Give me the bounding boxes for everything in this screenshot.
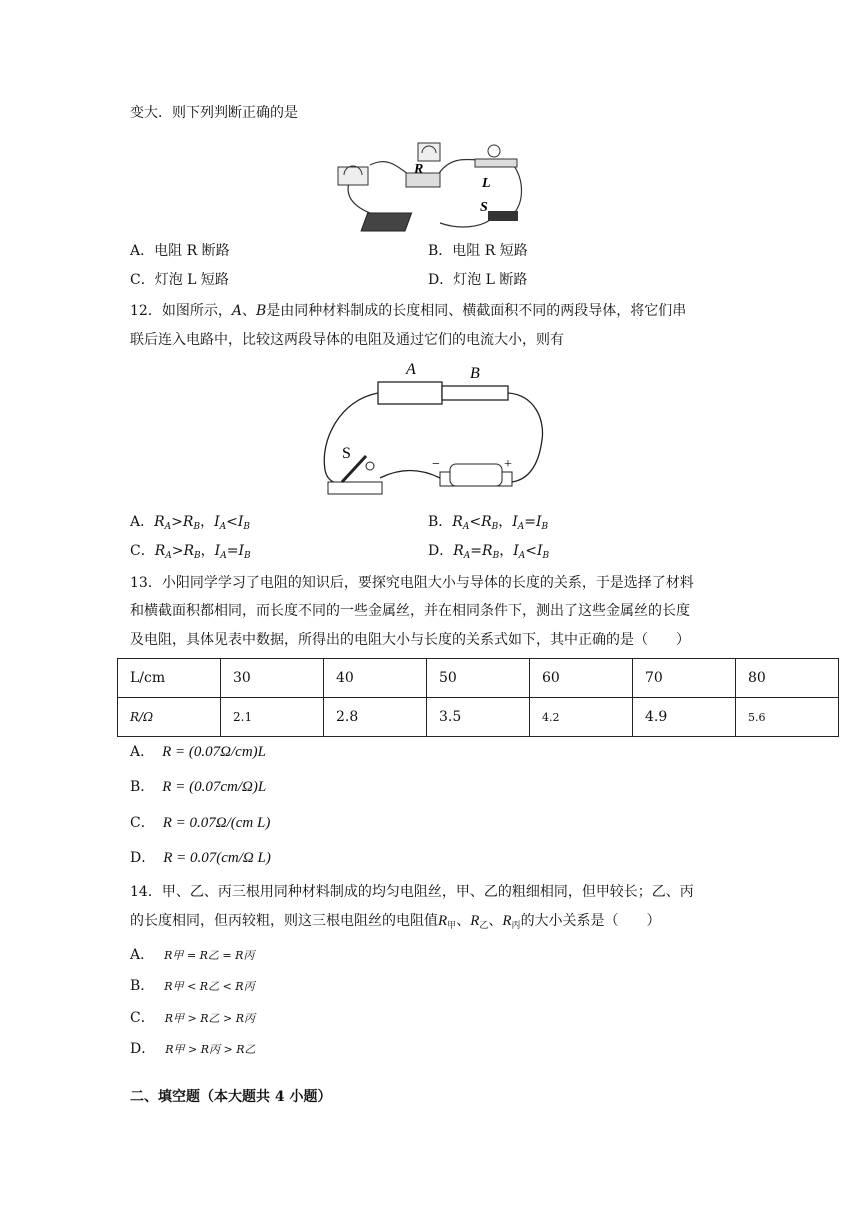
table-cell: 80 bbox=[736, 659, 839, 698]
q12-label-B: B bbox=[470, 365, 480, 382]
table-row bbox=[118, 659, 839, 698]
table-cell: L/cm bbox=[118, 659, 221, 698]
q14-stem-line2: 的长度相同，但丙较粗，则这三根电阻丝的电阻值$R_甲$、$R_乙$、$R_丙$的大小关系是（ ） bbox=[130, 913, 661, 931]
q12-option-c[interactable]: C．$R_A>R_B$，$I_A=I_B$ bbox=[130, 543, 251, 561]
q11-label-L: L bbox=[482, 176, 491, 191]
q12-option-d[interactable]: D．$R_A=R_B$，$I_A<I_B$ bbox=[428, 543, 550, 561]
q12-minus: − bbox=[432, 457, 440, 472]
q12-circuit-figure bbox=[320, 360, 550, 500]
table-cell: 2.1 bbox=[221, 698, 324, 737]
section-heading: 二、填空题（本大题共 4 小题） bbox=[130, 1089, 332, 1105]
table-cell: 3.5 bbox=[427, 698, 530, 737]
q13-stem-line2: 和横截面积都相同，而长度不同的一些金属丝，并在相同条件下，测出了这些金属丝的长度 bbox=[130, 603, 690, 619]
q11-stem-tail: 变大．则下列判断正确的是 bbox=[130, 105, 298, 121]
table-cell: 50 bbox=[427, 659, 530, 698]
table-cell: 60 bbox=[530, 659, 633, 698]
table-cell: 70 bbox=[633, 659, 736, 698]
q11-label-R: R bbox=[414, 162, 424, 177]
table-row bbox=[118, 698, 839, 737]
q13-data-table bbox=[117, 658, 839, 737]
q14-stem-line1: 14．甲、乙、丙三根用同种材料制成的均匀电阻丝，甲、乙的粗细相同，但甲较长；乙、丙 bbox=[130, 884, 694, 900]
q13-option-b[interactable]: B． R = (0.07cm/Ω)L bbox=[130, 779, 267, 795]
table-cell: 5.6 bbox=[736, 698, 839, 737]
q13-option-c[interactable]: C． R = 0.07Ω/(cm L) bbox=[130, 815, 271, 831]
q11-option-a[interactable]: A．电阻 R 断路 bbox=[130, 243, 230, 259]
q14-option-c[interactable]: C． R甲 > R乙 > R丙 bbox=[130, 1010, 255, 1026]
table-cell: 2.8 bbox=[324, 698, 427, 737]
q11-circuit-figure bbox=[330, 135, 530, 235]
q13-stem-line3: 及电阻，具体见表中数据，所得出的电阻大小与长度的关系式如下，其中正确的是（ ） bbox=[130, 632, 690, 648]
q14-option-a[interactable]: A． R甲 = R乙 = R丙 bbox=[130, 947, 255, 963]
table-cell: 30 bbox=[221, 659, 324, 698]
table-cell: R/Ω bbox=[118, 698, 221, 737]
q12-option-a[interactable]: A．$R_A>R_B$，$I_A<I_B$ bbox=[130, 514, 250, 532]
q11-option-b[interactable]: B．电阻 R 短路 bbox=[428, 243, 528, 259]
table-cell: 40 bbox=[324, 659, 427, 698]
q12-plus: + bbox=[504, 457, 512, 472]
table-cell: 4.9 bbox=[633, 698, 736, 737]
table-cell: 4.2 bbox=[530, 698, 633, 737]
q12-stem-line1: 12．如图所示，A、B是由同种材料制成的长度相同、横截面积不同的两段导体，将它们串 bbox=[130, 303, 687, 319]
q11-option-c[interactable]: C．灯泡 L 短路 bbox=[130, 272, 229, 288]
q14-option-d[interactable]: D． R甲 > R丙 > R乙 bbox=[130, 1041, 256, 1057]
q14-option-b[interactable]: B． R甲 < R乙 < R丙 bbox=[130, 978, 255, 994]
q11-option-d[interactable]: D．灯泡 L 断路 bbox=[428, 272, 528, 288]
q13-stem-line1: 13．小阳同学学习了电阻的知识后，要探究电阻大小与导体的长度的关系，于是选择了材料 bbox=[130, 575, 694, 591]
q12-option-b[interactable]: B．$R_A<R_B$，$I_A=I_B$ bbox=[428, 514, 549, 532]
q12-stem-line2: 联后连入电路中，比较这两段导体的电阻及通过它们的电流大小，则有 bbox=[130, 332, 564, 348]
q13-option-a[interactable]: A． R = (0.07Ω/cm)L bbox=[130, 744, 266, 760]
q12-label-A: A bbox=[406, 361, 416, 378]
q11-label-S: S bbox=[480, 200, 488, 215]
q13-option-d[interactable]: D． R = 0.07(cm/Ω L) bbox=[130, 850, 271, 866]
q12-label-S: S bbox=[342, 445, 351, 462]
